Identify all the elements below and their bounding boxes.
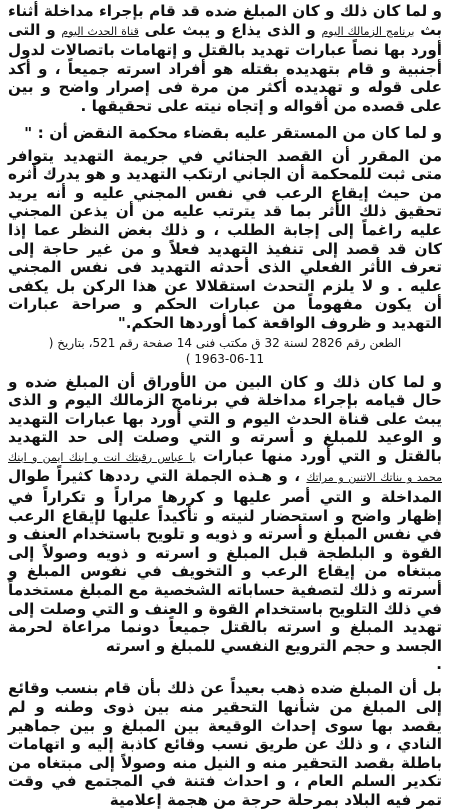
paragraph-application bbox=[8, 373, 442, 656]
paragraph-text: و الذى يذاع و يبث على bbox=[138, 20, 322, 39]
spacer bbox=[8, 116, 442, 122]
paragraph-threat-facts bbox=[8, 2, 442, 116]
paragraph-end-dot: . bbox=[436, 655, 442, 674]
quoted-threat-underlined: يا عباس رقبتك انت و ابنك ايمن و ابنك محمد و بناتك الاتنين و مراتك bbox=[8, 450, 442, 485]
program-name-underlined: برنامج الزمالك اليوم bbox=[321, 24, 415, 38]
channel-name-underlined: قناة الحدث اليوم bbox=[61, 24, 139, 38]
legal-document-page bbox=[8, 2, 442, 809]
paragraph-text: و لما كان ذلك و كان المبلغ ضده قد قام بإجراء مداخلة أثناء بث bbox=[8, 2, 442, 39]
paragraph-text: و لما كان ذلك و كان البين من الأوراق أن المبلغ ضده و حال قيامه بإجراء مداخلة في برنامج الزمالك اليوم و الذى يبث على قناة الحدث اليوم و التي أورد بها عبارات التهديد و الوعيد للمبلغ و أسرته و التي وصلت إلى حد التهديد بالقتل و التي أورد منها عبارات bbox=[8, 372, 442, 465]
appeal-reference-date: 1963-06-11 ) bbox=[185, 351, 265, 366]
paragraph-text: و التى أورد بها نصاً عبارات تهديد بالقتل و إتهامات باتصالات لدول أجنبية و قام بتهديده بقتله هو أفراد اسرته جميعاً ، و أكد على قوله و تهديده أكثر من مرة فى إصرار واضح و بين على قصده من أقواله و إتجاه نيته على تحقيقها . bbox=[8, 20, 442, 115]
appeal-reference: الطعن رقم 2826 لسنة 32 ق مكتب فنى 14 صفحة رقم 521، بتاريخ ( bbox=[48, 335, 402, 350]
section-heading-cassation: و لما كان من المستقر عليه بقضاء محكمة النقض أن : " bbox=[24, 123, 442, 142]
paragraph-legal-quote: من المقرر أن القصد الجنائي في جريمة التهديد يتوافر متى ثبت للمحكمة أن الجاني ارتكب التهديد و هو يدرك أثره من حيث إيقاع الرعب في نفس المجني عليه و أنه يريد تحقيق ذلك الأثر بما قد يترتب عليه من أن يذعن المجني عليه راغماً إلى إجابة الطلب ، و ذلك بغض النظر عما إذا كان قد قصد إلى تنفيذ التهديد فعلاً و من غير حاجة إلى تعرف الأثر الفعلي الذى أحدثه التهديد فى نفس المجني عليه . و لا يلزم التحدث استقلالا عن هذا الركن بل يكفى أن يكون مفهوماً من عبارات الحكم و صراحة عبارات التهديد و ظروف الواقعة كما أوردها الحكم." bbox=[8, 146, 442, 332]
paragraph-text: ، و هـذه الجملة التي رددها كثيراً طوال المداخلة و التي أصر عليها و كررها مراراً و تكراراً في إظهار واضح و استحضار لنيته و تأكيداً عليها لإيقاع الرعب في نفس المبلغ و أسرته و ذويه و تلويح باستخدام العنف و القوة و البلطجة قبل المبلغ و اسرته و ذويه وصولاً إلى مبتغاه من إيقاع الرعب و التخويف في نفوس المبلغ و أسرته و ذلك لتصفية حساباته الشخصية مع المبلغ مستخدماً في ذلك التلويح باستخدام القوة و العنف و التي وصلت إلى تهديد المبلغ و اسرته بالقتل جميعاً دونما مراعاة لحرمة الجسد و حجم الترويع النفسي للمبلغ و اسرته bbox=[8, 467, 442, 655]
paragraph-defamation: بل أن المبلغ ضده ذهب بعيداً عن ذلك بأن قام بنسب وقائع إلى المبلغ من شأنها التحقير منه بين ذوى وطنه و لم يقصد بها سوى إحداث الوقيعة بين المبلغ و بين جماهير النادي ، و ذلك عن طريق نسب وقائع كاذبة إليه و اتهامات باطلة بقصد التحقير منه و النيل منه وصولاً إلى مبتغاه من تكدير السلم العام ، و احداث فتنة في المجتمع في وقت تمر فيه البلاد بمرحلة حرجة من هجمة إعلامية bbox=[8, 679, 442, 809]
